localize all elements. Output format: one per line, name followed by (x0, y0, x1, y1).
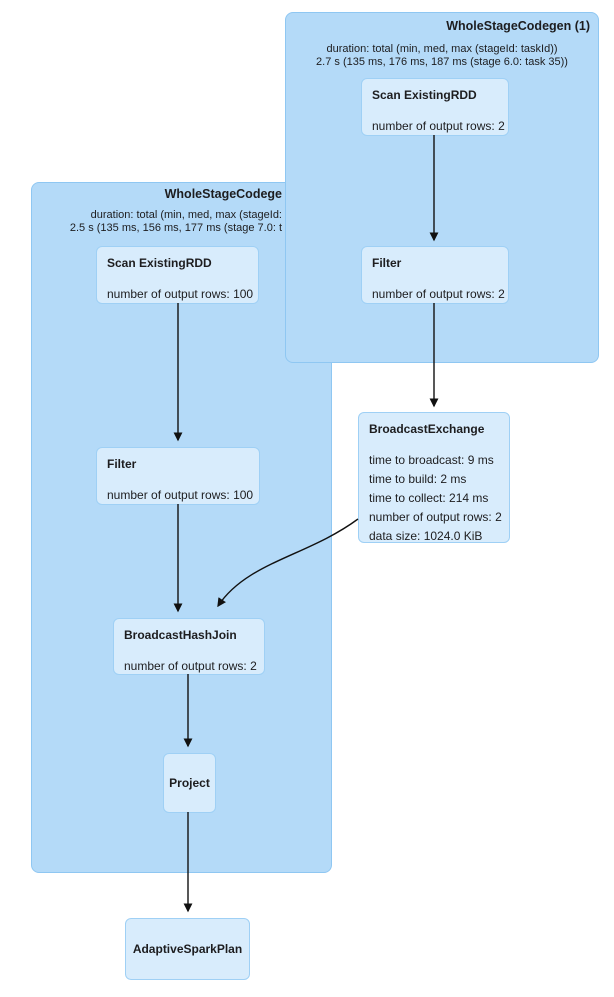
cluster-duration-line: duration: total (min, med, max (stageId: taskId)) (326, 43, 558, 55)
plan-node-metric: data size: 1024.0 KiB (369, 529, 483, 543)
plan-node-metric: number of output rows: 2 (372, 119, 505, 133)
plan-node-broadcasthashjoin[interactable] (113, 618, 265, 675)
plan-node-title: BroadcastExchange (369, 422, 485, 436)
cluster-wholestagecodegen-1 (285, 12, 599, 363)
plan-node-title: AdaptiveSparkPlan (132, 942, 243, 956)
plan-node-metric: number of output rows: 100 (107, 287, 254, 301)
plan-node-metric: number of output rows: 2 (369, 510, 502, 524)
plan-node-metric: time to broadcast: 9 ms (369, 453, 494, 467)
plan-node-project[interactable] (163, 753, 216, 813)
cluster-duration-line: duration: total (min, med, max (stageId: (90, 209, 282, 221)
plan-node-scan-existingrdd-right[interactable] (361, 78, 509, 136)
plan-node-metric: number of output rows: 2 (372, 287, 505, 301)
plan-node-metric: time to build: 2 ms (369, 472, 467, 486)
plan-node-metric: number of output rows: 2 (124, 659, 257, 673)
cluster-title: WholeStageCodegen (1) (446, 19, 590, 33)
plan-node-metric-list (369, 451, 502, 543)
plan-node-title: BroadcastHashJoin (124, 628, 237, 642)
cluster-duration-line: 2.7 s (135 ms, 176 ms, 187 ms (stage 6.0: task 35)) (316, 56, 568, 68)
plan-node-broadcastexchange[interactable] (358, 412, 510, 543)
plan-node-metric: time to collect: 214 ms (369, 491, 489, 505)
plan-node-title: Filter (107, 457, 137, 471)
plan-node-filter-right[interactable] (361, 246, 509, 304)
plan-node-title: Scan ExistingRDD (372, 88, 477, 102)
plan-node-title: Project (169, 776, 210, 790)
plan-node-scan-existingrdd-left[interactable] (96, 246, 259, 304)
plan-node-filter-left[interactable] (96, 447, 260, 505)
plan-node-metric: number of output rows: 100 (107, 488, 254, 502)
cluster-duration-line: 2.5 s (135 ms, 156 ms, 177 ms (stage 7.0: t (69, 222, 282, 234)
plan-node-title: Scan ExistingRDD (107, 256, 212, 270)
cluster-title: WholeStageCodege (164, 187, 282, 201)
plan-node-title: Filter (372, 256, 402, 270)
plan-node-adaptivesparkplan[interactable] (125, 918, 250, 980)
